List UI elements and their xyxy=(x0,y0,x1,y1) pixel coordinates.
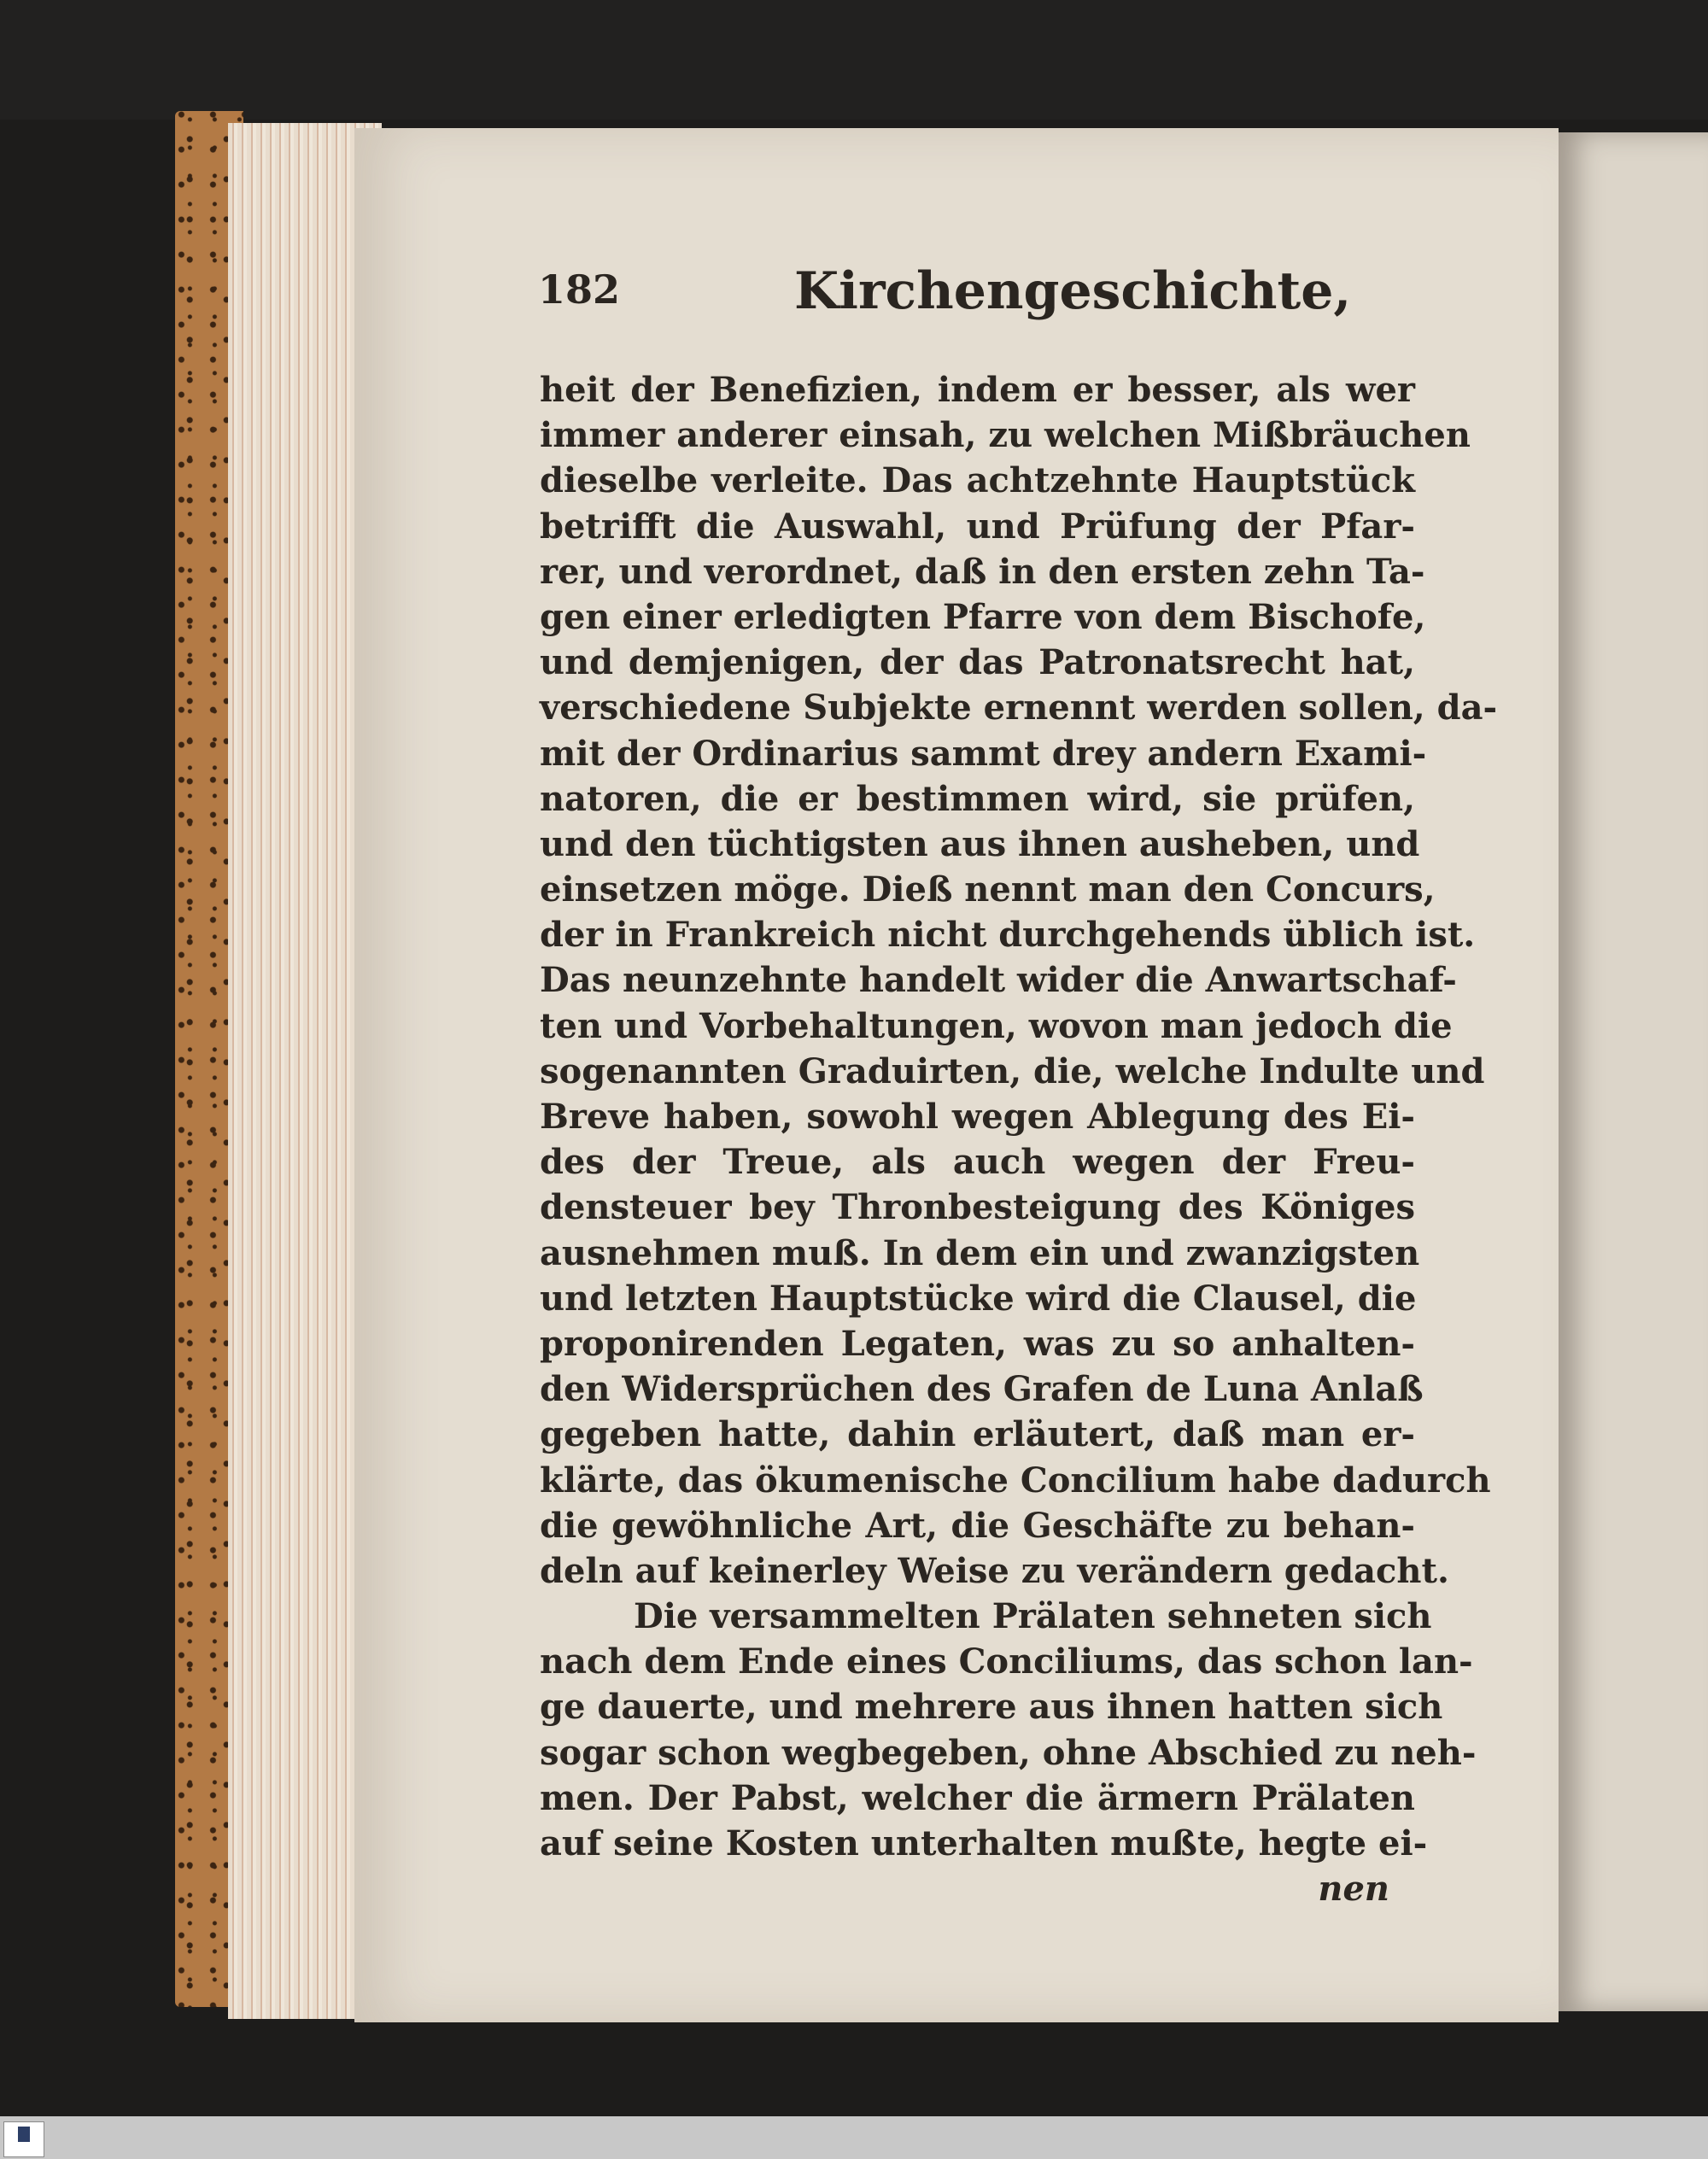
library-logo-icon xyxy=(3,2121,44,2157)
logo-mark xyxy=(18,2127,30,2142)
text-line: natoren, die er bestimmen wird, sie prüfen, xyxy=(540,778,1415,819)
text-line: densteuer bey Thronbesteigung des Königes xyxy=(540,1187,1415,1228)
viewer-footer-bar xyxy=(0,2116,1708,2159)
text-line: und demjenigen, der das Patronatsrecht hat, xyxy=(540,642,1415,683)
text-line: ten und Vorbehaltungen, wovon man jedoch die xyxy=(540,1005,1453,1046)
text-line: Das neunzehnte handelt wider die Anwartschaf- xyxy=(540,960,1457,1001)
background xyxy=(0,0,1708,120)
body-text xyxy=(540,367,1498,1911)
text-line: Breve haben, sowohl wegen Ablegung des Ei- xyxy=(540,1097,1415,1137)
text-line: Die versammelten Prälaten sehneten sich xyxy=(634,1596,1432,1637)
running-title: Kirchengeschichte, xyxy=(794,261,1352,321)
text-line: immer anderer einsah, zu welchen Mißbräuchen xyxy=(540,415,1471,456)
text-line: gegeben hatte, dahin erläutert, daß man er- xyxy=(540,1414,1415,1455)
text-line: sogenannten Graduirten, die, welche Indulte und xyxy=(540,1050,1485,1091)
text-line: sogar schon wegbegeben, ohne Abschied zu neh- xyxy=(540,1732,1477,1773)
text-line: gen einer erledigten Pfarre von dem Bischofe, xyxy=(540,596,1426,637)
text-line: der in Frankreich nicht durchgehends üblich ist. xyxy=(540,915,1476,956)
text-line: proponirenden Legaten, was zu so anhalten- xyxy=(540,1323,1415,1364)
text-line: ge dauerte, und mehrere aus ihnen hatten sich xyxy=(540,1687,1443,1728)
catchword: nen xyxy=(1318,1869,1389,1910)
text-line: verschiedene Subjekte ernennt werden sollen, da- xyxy=(540,687,1498,728)
text-line: ausnehmen muß. In dem ein und zwanzigsten xyxy=(540,1232,1420,1273)
text-line: einsetzen möge. Dieß nennt man den Concurs, xyxy=(540,869,1436,910)
text-line: heit der Benefizien, indem er besser, als wer xyxy=(540,370,1415,410)
text-line: nach dem Ende eines Conciliums, das schon lan- xyxy=(540,1641,1473,1682)
page-header xyxy=(538,261,1392,343)
text-line: des der Treue, als auch wegen der Freu- xyxy=(540,1142,1415,1183)
text-line: betrifft die Auswahl, und Prüfung der Pfar- xyxy=(540,506,1415,547)
text-line: deln auf keinerley Weise zu verändern gedacht. xyxy=(540,1550,1449,1591)
text-line: und letzten Hauptstücke wird die Clausel, die xyxy=(540,1278,1417,1319)
text-line: die gewöhnliche Art, die Geschäfte zu behan- xyxy=(540,1505,1415,1546)
text-line: rer, und verordnet, daß in den ersten zehn Ta- xyxy=(540,551,1425,592)
text-line: mit der Ordinarius sammt drey andern Exami- xyxy=(540,733,1427,774)
right-page-edge xyxy=(1559,132,1708,2011)
text-line: den Widersprüchen des Grafen de Luna Anlaß xyxy=(540,1369,1424,1410)
text-line: klärte, das ökumenische Concilium habe dadurch xyxy=(540,1460,1491,1501)
text-line: und den tüchtigsten aus ihnen ausheben, und xyxy=(540,823,1420,864)
page-number: 182 xyxy=(538,266,621,313)
text-line: dieselbe verleite. Das achtzehnte Hauptstück xyxy=(540,460,1415,501)
text-line: men. Der Pabst, welcher die ärmern Prälaten xyxy=(540,1777,1415,1818)
text-line: auf seine Kosten unterhalten mußte, hegte ei- xyxy=(540,1823,1428,1864)
